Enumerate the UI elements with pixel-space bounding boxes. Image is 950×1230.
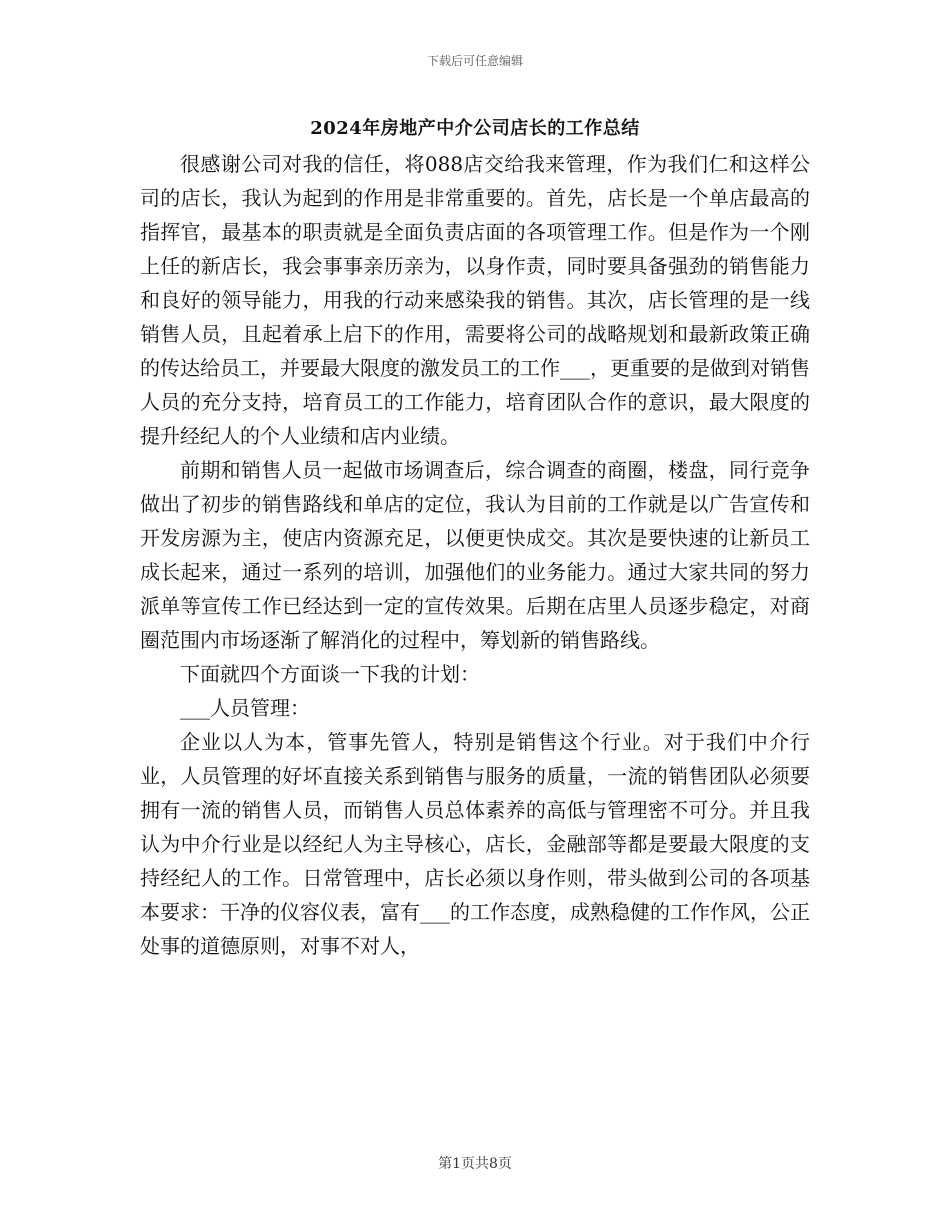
section-heading-staff-management: ___人员管理： bbox=[180, 696, 310, 720]
page-number-footer: 第1页共8页 bbox=[438, 1156, 512, 1172]
paragraph-early-work: 前期和销售人员一起做市场调查后，综合调查的商圈，楼盘，同行竞争做出了初步的销售路线和单店的定位，我认为目前的工作就是以广告宣传和开发房源为主，使店内资源充足，以便更快成交。其次是要快速的让新员工成长起来，通过一系列的培训，加强他们的业务能力。通过大家共同的努力派单等宣传工作已经达到一定的宣传效果。后期在店里人员逐步稳定，对商圈范围内市场逐渐了解消化的过程中，筹划新的销售路线。 bbox=[140, 458, 810, 652]
document-title: 2024年房地产中介公司店长的工作总结 bbox=[310, 118, 640, 139]
paragraph-staff-management: 企业以人为本，管事先管人，特别是销售这个行业。对于我们中介行业，人员管理的好坏直接关系到销售与服务的质量，一流的销售团队必须要拥有一流的销售人员，而销售人员总体素养的高低与管理密不可分。并且我认为中介行业是以经纪人为主导核心，店长，金融部等都是要最大限度的支持经纪人的工作。日常管理中，店长必须以身作则，带头做到公司的各项基本要求：干净的仪容仪表，富有___的工作态度，成熟稳健的工作作风，公正处事的道德原则，对事不对人， bbox=[140, 730, 810, 958]
page-header-note: 下载后可任意编辑 bbox=[426, 54, 523, 68]
paragraph-introduction: 很感谢公司对我的信任，将088店交给我来管理，作为我们仁和这样公司的店长，我认为起到的作用是非常重要的。首先，店长是一个单店最高的指挥官，最基本的职责就是全面负责店面的各项管理工作。但是作为一个刚上任的新店长，我会事事亲历亲为，以身作责，同时要具备强劲的销售能力和良好的领导能力，用我的行动来感染我的销售。其次，店长管理的是一线销售人员，且起着承上启下的作用，需要将公司的战略规划和最新政策正确的传达给员工，并要最大限度的激发员工的工作___，更重要的是做到对销售人员的充分支持，培育员工的工作能力，培育团队合作的意识，最大限度的提升经纪人的个人业绩和店内业绩。 bbox=[140, 152, 810, 448]
document-body bbox=[140, 147, 810, 963]
paragraph-plan-intro: 下面就四个方面谈一下我的计划： bbox=[180, 662, 480, 686]
